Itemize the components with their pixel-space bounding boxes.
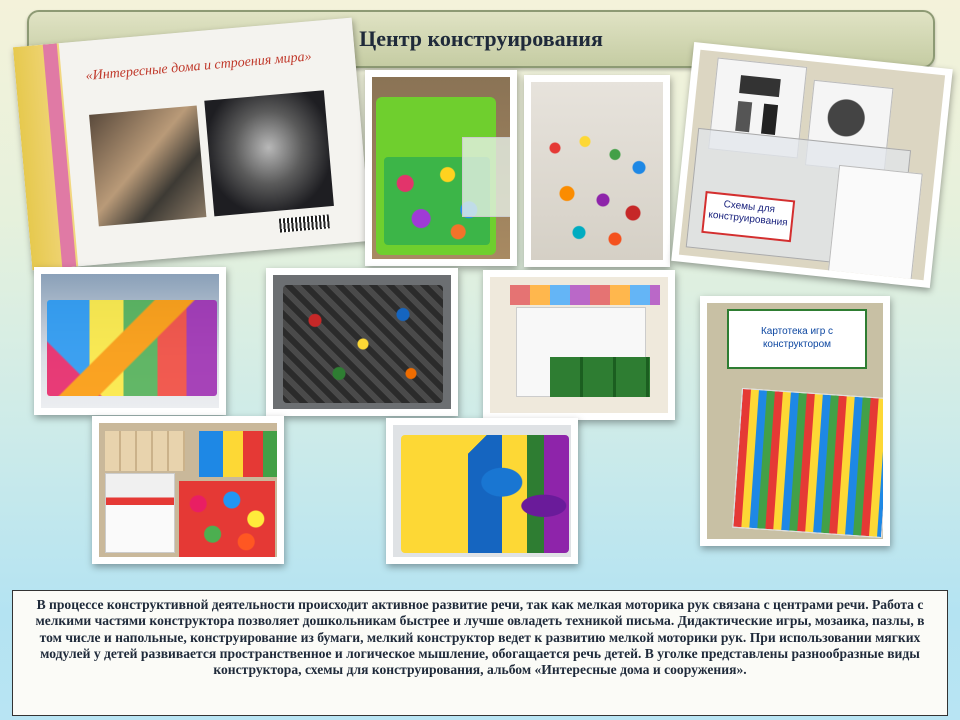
- constructor-kit-boxes: [105, 473, 175, 553]
- card-file-label: Картотека игр с конструктором: [727, 309, 867, 369]
- cube-houses-image: [89, 105, 206, 226]
- description-text: В процессе конструктивной деятельности происходит активное развитие речи, так как мелкая моторика рук связана с центрами речи. Работа с мелкими частями конструктора позволяет дошкольникам быстрее и лучше овладеть техникой письма. Дидактические игры, мозаика, пазлы, в том числе и напольные, конструирование из бумаги, мелкий конструктор ведет к развитию мелкой моторики рук. При использовании мягких модулей у детей развивается пространственное и логическое мышление, обогащается речь детей. В уголке представлены разнообразные виды конструктора, схемы для конструирования, альбом «Интересные дома и сооружения».: [35, 597, 925, 678]
- scheme-card-instructions: [828, 165, 923, 280]
- poster-title: «Интересные дома и строения мира»: [85, 49, 313, 84]
- photo-magnetic-tiles: [34, 267, 226, 415]
- star-constructor: [179, 481, 275, 557]
- dome-building-image: [204, 90, 334, 216]
- bead-strings: [537, 122, 657, 252]
- game-cards: [732, 388, 883, 538]
- photo-construction-basket: [365, 70, 517, 266]
- green-boxes: [550, 357, 650, 397]
- description-box: [12, 590, 948, 716]
- colored-blocks: [199, 431, 277, 477]
- photo-lego-bin: [266, 268, 458, 416]
- soft-modules: [401, 435, 569, 553]
- basket-lid: [462, 137, 510, 217]
- photo-card-file: [700, 296, 890, 546]
- photo-shelves: [483, 270, 675, 420]
- magnetic-tiles: [47, 300, 217, 396]
- photo-poster: [13, 18, 371, 271]
- photo-soft-modules: [386, 418, 578, 564]
- poster: [13, 18, 371, 271]
- photo-schemes-folder: [671, 42, 953, 288]
- toy-houses: [510, 285, 660, 305]
- lego-pieces: [283, 285, 443, 403]
- barcode-icon: [279, 214, 330, 232]
- schemes-label: Схемы для конструирования: [701, 191, 795, 242]
- wooden-blocks: [105, 431, 185, 471]
- photo-beads: [524, 75, 670, 267]
- photo-blocks-kits: [92, 416, 284, 564]
- page-title: Центр конструирования: [359, 26, 603, 51]
